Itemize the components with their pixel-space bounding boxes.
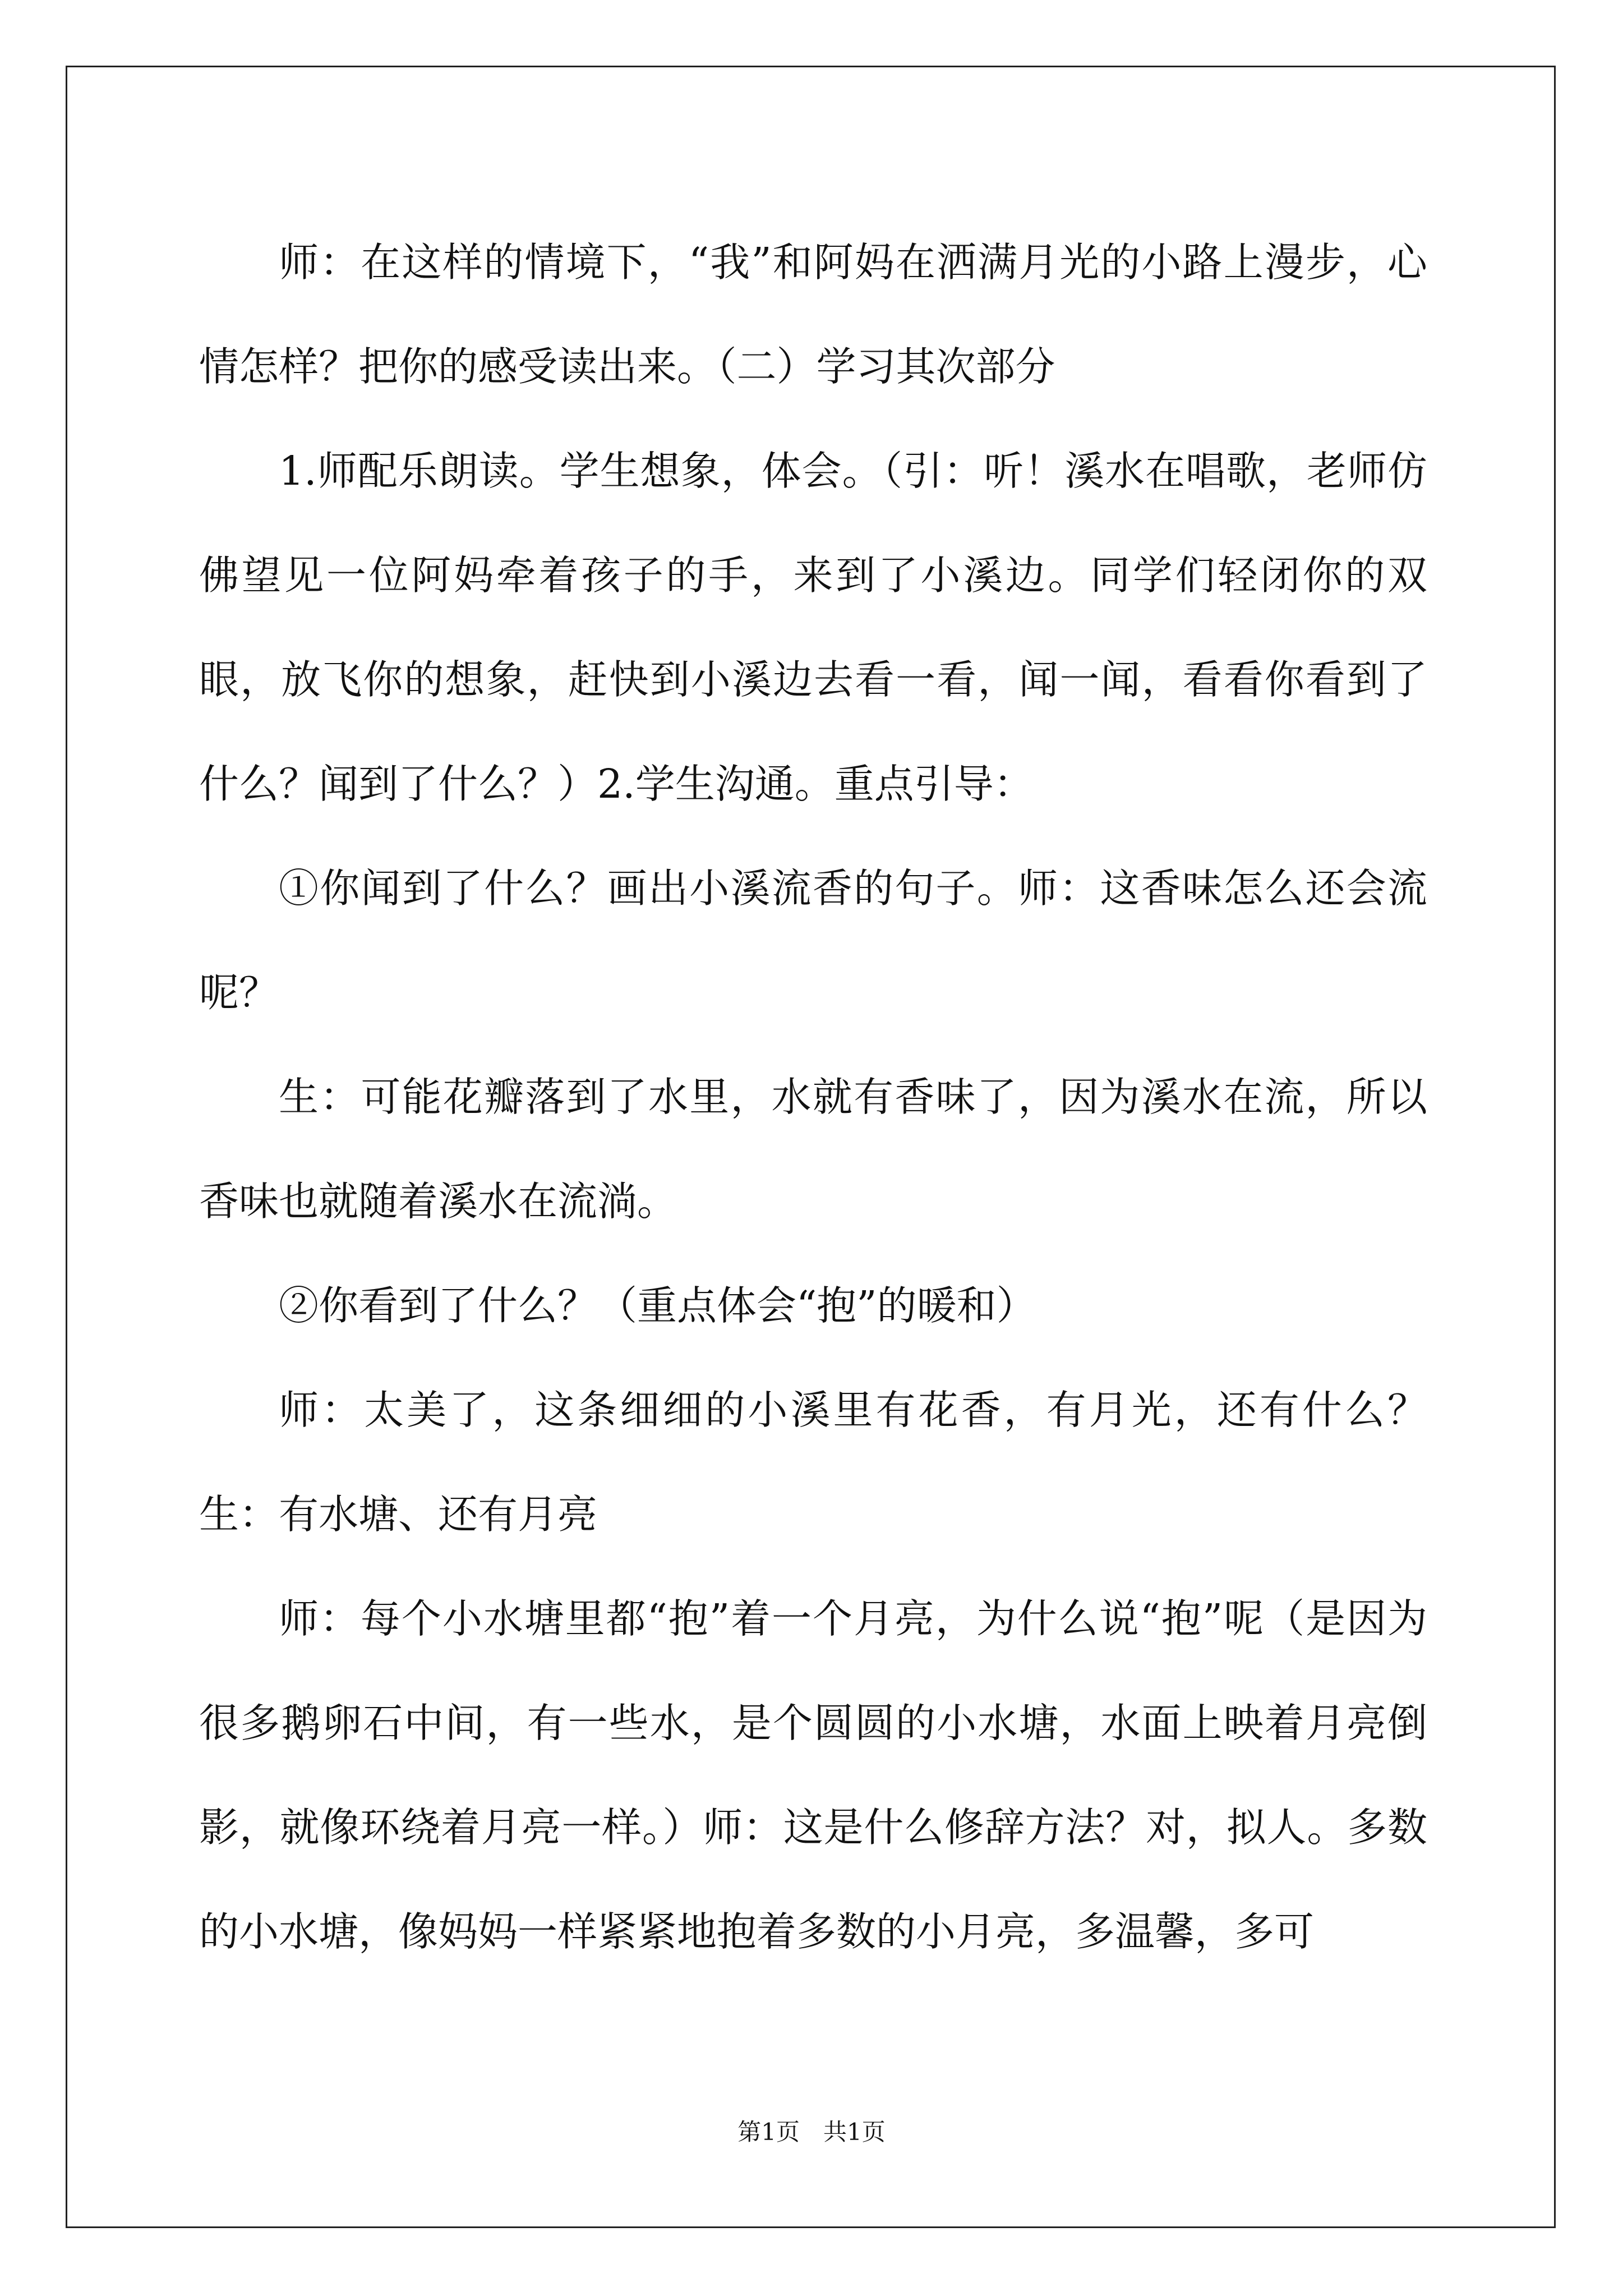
- paragraph-4: 生：可能花瓣落到了水里，水就有香味了，因为溪水在流，所以香味也就随着溪水在流淌。: [199, 1074, 1427, 1225]
- paragraph-7: 师：每个小水塘里都“抱”着一个月亮，为什么说“抱”呢（是因为很多鹅卵石中间，有一些水，是个圆圆的小水塘，水面上映着月亮倒影，就像环绕着月亮一样。）师：这是什么修辞方法？对，拟人。多数的小水塘，像妈妈一样紧紧地抱着多数的小月亮，多温馨，多可: [199, 1595, 1427, 1955]
- paragraph-6: 师：太美了，这条细细的小溪里有花香，有月光，还有什么？生：有水塘、还有月亮: [199, 1387, 1427, 1538]
- document-body: [199, 210, 1427, 1984]
- paragraph-1: 师：在这样的情境下，“我”和阿妈在洒满月光的小路上漫步，心情怎样？把你的感受读出来。（二）学习其次部分: [199, 239, 1427, 390]
- page-footer: 第1页 共1页: [737, 2118, 886, 2146]
- paragraph-3: ①你闻到了什么？画出小溪流香的句子。师：这香味怎么还会流呢？: [199, 865, 1427, 1016]
- paragraph-5: ②你看到了什么？（重点体会“抱”的暖和）: [279, 1282, 1036, 1329]
- paragraph-2: 1.师配乐朗读。学生想象，体会。（引：听！溪水在唱歌，老师仿佛望见一位阿妈牵着孩子的手，来到了小溪边。同学们轻闭你的双眼，放飞你的想象，赶快到小溪边去看一看，闻一闻，看看你看到了什么？闻到了什么？）2.学生沟通。重点引导：: [199, 448, 1427, 807]
